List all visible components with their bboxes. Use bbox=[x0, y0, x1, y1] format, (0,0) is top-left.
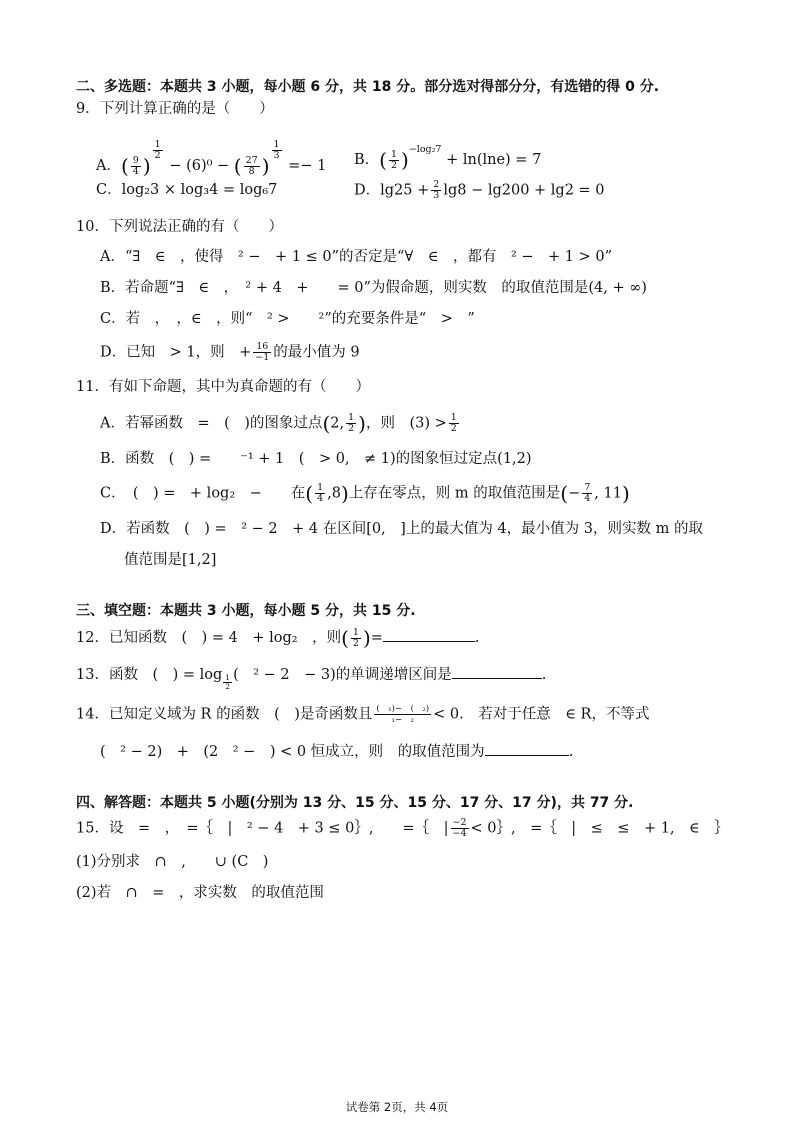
question-10-option-b: B．若命题“∃ ∈ ， ² + 4 + = 0”为假命题，则实数 的取值范围是(4, + ∞) bbox=[100, 280, 647, 296]
page-footer: 试卷第 2页，共 4页 bbox=[345, 1100, 449, 1114]
question-11-option-b: B．函数 ( ) = ⁻¹ + 1 ( > 0, ≠ 1)的图象恒过定点(1,2) bbox=[100, 451, 532, 467]
answer-blank-12[interactable] bbox=[383, 627, 475, 642]
question-15-part-1: (1)分别求 ∩ , ∪ (C ) bbox=[76, 854, 269, 870]
question-9-option-d: D．lg25 + $\frac{2}{3}$ lg8 − lg200 + lg2 = 0 bbox=[354, 179, 605, 201]
fill-section-header: 三、填空题：本题共 3 小题，每小题 5 分，共 15 分. bbox=[76, 603, 416, 619]
question-11-option-a: A．若幂函数 = ( )的图象过点(2, $\frac{1}{2}$ )，则 (3) > $\frac{1}{2}$ bbox=[100, 411, 457, 436]
question-9-option-a: A．( $\frac{9}{4}$ ) $^{\frac{1}{2}}$ − (6)⁰ − ( $\frac{27}{8}$ ) $^{\frac{1}{3}}$ =− 1 bbox=[96, 139, 327, 178]
question-10-option-c: C．若 ， ，∈ ，则“ ² > ²”的充要条件是“ > ” bbox=[100, 311, 475, 327]
question-14-line2: ( ² − 2) + (2 ² − ) < 0 恒成立，则 的取值范围为 . bbox=[100, 741, 573, 762]
question-12: 12．已知函数 ( ) = 4 + log₂ ，则( $\frac{1}{2}$ )= . bbox=[76, 626, 480, 650]
question-10-option-d: D．已知 > 1，则 + $\frac{16}{-1}$ 的最小值为 9 bbox=[100, 341, 360, 363]
answer-blank-13[interactable] bbox=[452, 664, 542, 679]
question-9-option-c: C．log₂3 × log₃4 = log₆7 bbox=[96, 182, 278, 198]
multi-choice-section-header: 二、多选题：本题共 3 小题，每小题 6 分，共 18 分。部分选对得部分分，有选错的得 0 分. bbox=[76, 79, 660, 95]
question-15-part-2: (2)若 ∩ = ，求实数 的取值范围 bbox=[76, 885, 324, 901]
question-15-line1: 15．设 = ， =｛ | ² − 4 + 3 ≤ 0｝, =｛ | $\frac{-2}{-4}$ < 0｝, =｛ | ≤ ≤ + 1, ∈ ｝ bbox=[76, 817, 729, 839]
question-11-stem: 11．有如下命题，其中为真命题的有（ ） bbox=[76, 379, 370, 395]
question-10-option-a: A．“∃ ∈ ，使得 ² − + 1 ≤ 0”的否定是“∀ ∈ ，都有 ² − + 1 > 0” bbox=[100, 249, 613, 265]
question-11-option-d-line2: 值范围是[1,2] bbox=[124, 552, 217, 568]
question-14-line1: 14．已知定义域为 R 的函数 ( )是奇函数且 $\frac{\text{( ₁)− ( ₂)}}{\text{₁− ₂}}$ < 0. 若对于任意 ∈ R，不等式 bbox=[76, 704, 650, 725]
question-11-option-d-line1: D．若函数 ( ) = ² − 2 + 4 在区间[0, ]上的最大值为 4，最小值为 3，则实数 m 的取 bbox=[100, 521, 703, 537]
question-9-option-b: B．( $\frac{1}{2}$ )$^{-log_27}$ + ln(lne) = 7 bbox=[354, 144, 542, 172]
question-10-stem: 10．下列说法正确的有（ ） bbox=[76, 219, 283, 235]
answer-blank-14[interactable] bbox=[485, 741, 569, 756]
question-11-option-c: C． ( ) = + log₂ − 在( $\frac{1}{4}$ ,8)上存在零点，则 m 的取值范围是(− $\frac{7}{4}$ , 11) bbox=[100, 481, 630, 506]
question-9-stem: 9．下列计算正确的是（ ） bbox=[76, 101, 274, 117]
answer-section-header: 四、解答题：本题共 5 小题(分别为 13 分、15 分、15 分、17 分、17 分)，共 77 分. bbox=[76, 795, 634, 811]
question-13: 13．函数 ( ) = log $\frac{1}{2}$ ( ² − 2 − 3)的单调递增区间是 . bbox=[76, 664, 546, 691]
